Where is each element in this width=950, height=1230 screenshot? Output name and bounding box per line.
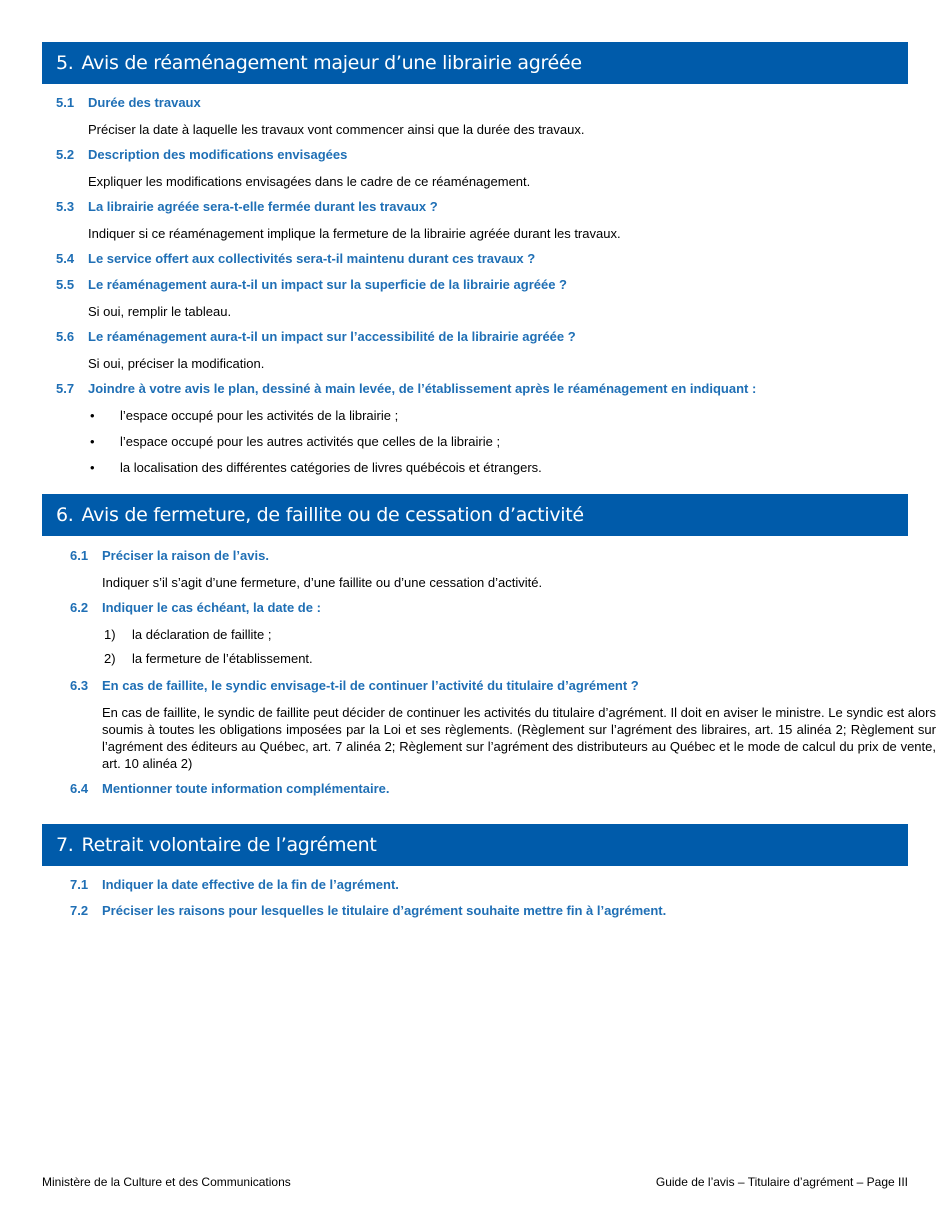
paragraph: En cas de faillite, le syndic de faillite peut décider de continuer les activités du titulaire d’agrément. Il doit en aviser le ministre. Le syndic est alors soumis à toutes les obligations imposées par la Loi et ses règlements. (Règlement sur l’agrément des libraires, art. 15 alinéa 2; Règlement sur l’agrément des éditeurs au Québec, art. 7 alinéa 2; Règlement sur l’agrément des distributeurs au Québec et le mode de calcul du prix de vente, art. 10 alinéa 2) [102, 705, 936, 771]
bullet-item: • l’espace occupé pour les autres activités que celles de la librairie ; [90, 434, 501, 449]
paragraph: Préciser la date à laquelle les travaux vont commencer ainsi que la durée des travaux. [88, 122, 585, 137]
subsection-heading: 5.7 Joindre à votre avis le plan, dessiné à main levée, de l’établissement après le réaménagement en indiquant : [56, 381, 757, 396]
section-title: Avis de fermeture, de faillite ou de cessation d’activité [81, 504, 584, 526]
subsection-heading: 7.2 Préciser les raisons pour lesquelles le titulaire d’agrément souhaite mettre fin à l’agrément. [70, 903, 667, 918]
subsection-heading: 5.2 Description des modifications envisagées [56, 147, 348, 162]
subsection-heading: 5.1 Durée des travaux [56, 95, 201, 110]
numbered-item: 2) la fermeture de l’établissement. [104, 651, 313, 666]
section-7-header [42, 824, 908, 866]
bullet-icon: • [90, 434, 95, 449]
paragraph: Expliquer les modifications envisagées dans le cadre de ce réaménagement. [88, 174, 531, 189]
section-number: 7. [56, 834, 74, 856]
bullet-item: • la localisation des différentes catégories de livres québécois et étrangers. [90, 460, 542, 475]
section-number: 5. [56, 52, 74, 74]
subsection-heading: 6.2 Indiquer le cas échéant, la date de : [70, 600, 321, 615]
section-6-body [42, 548, 936, 807]
subsection-heading: 5.4 Le service offert aux collectivités sera-t-il maintenu durant ces travaux ? [56, 251, 536, 266]
subsection-heading: 5.5 Le réaménagement aura-t-il un impact sur la superficie de la librairie agréée ? [56, 277, 568, 292]
section-5-header [42, 42, 908, 84]
bullet-icon: • [90, 408, 95, 423]
section-7-body [42, 877, 936, 929]
paragraph: Indiquer s’il s’agit d’une fermeture, d’une faillite ou d’une cessation d’activité. [102, 575, 543, 590]
paragraph: Indiquer si ce réaménagement implique la fermeture de la librairie agréée durant les travaux. [88, 226, 621, 241]
section-title: Retrait volontaire de l’agrément [81, 834, 377, 856]
paragraph: Si oui, remplir le tableau. [88, 304, 232, 319]
subsection-heading: 6.4 Mentionner toute information complémentaire. [70, 781, 390, 796]
bullet-item: • l’espace occupé pour les activités de la librairie ; [90, 408, 399, 423]
subsection-heading: 6.3 En cas de faillite, le syndic envisage-t-il de continuer l’activité du titulaire d’agrément ? [70, 678, 639, 693]
section-5-body [42, 95, 922, 485]
subsection-heading: 6.1 Préciser la raison de l’avis. [70, 548, 269, 563]
section-number: 6. [56, 504, 74, 526]
section-6-header [42, 494, 908, 536]
footer-right: Guide de l’avis – Titulaire d’agrément – Page III [655, 1175, 908, 1189]
section-title: Avis de réaménagement majeur d’une librairie agréée [81, 52, 582, 74]
numbered-item: 1) la déclaration de faillite ; [104, 627, 272, 642]
subsection-heading: 5.6 Le réaménagement aura-t-il un impact sur l’accessibilité de la librairie agréée ? [56, 329, 576, 344]
page-footer [42, 1175, 908, 1189]
bullet-icon: • [90, 460, 95, 475]
paragraph: Si oui, préciser la modification. [88, 356, 265, 371]
subsection-heading: 7.1 Indiquer la date effective de la fin de l’agrément. [70, 877, 399, 892]
subsection-heading: 5.3 La librairie agréée sera-t-elle fermée durant les travaux ? [56, 199, 438, 214]
footer-left: Ministère de la Culture et des Communications [42, 1175, 291, 1189]
